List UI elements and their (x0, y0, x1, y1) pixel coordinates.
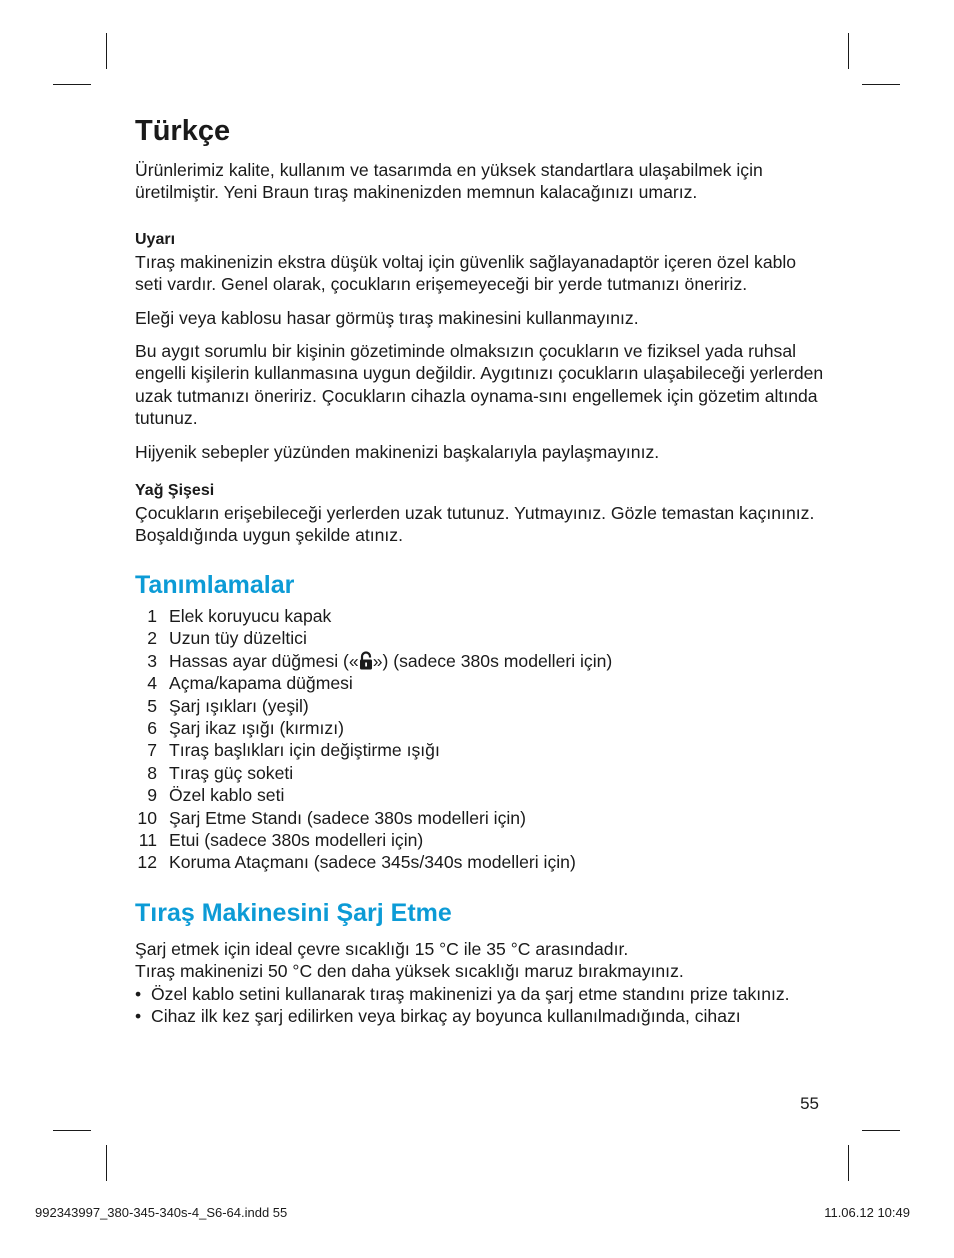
crop-mark (106, 33, 107, 69)
item-number: 8 (147, 762, 157, 783)
item-text: Tıraş güç soketi (169, 762, 294, 783)
charging-line-2: Tıraş makinenizi 50 °C den daha yüksek sıcaklığı maruz bırakmayınız. (135, 961, 684, 982)
item-number: 1 (147, 605, 157, 626)
item-number: 5 (147, 695, 157, 716)
item-text: Etui (sadece 380s modelleri için) (169, 829, 424, 850)
warning-paragraph-2: Eleği veya kablosu hasar görmüş tıraş makinesini kullanmayınız. (135, 307, 639, 328)
footer-file-info: 992343997_380-345-340s-4_S6-64.indd 55 (35, 1205, 288, 1220)
list-item (135, 717, 825, 739)
item-number: 10 (137, 807, 157, 828)
page-content (135, 112, 825, 1027)
list-item (135, 627, 825, 649)
item-text-post: ») (sadece 380s modelleri için) (372, 650, 613, 671)
definitions-heading: Tanımlamalar (135, 570, 295, 599)
bullet-text: Cihaz ilk kez şarj edilirken veya birkaç ay boyunca kullanılmadığında, cihazı (151, 1005, 741, 1026)
footer-timestamp: 11.06.12 10:49 (824, 1205, 910, 1220)
crop-mark (106, 1145, 107, 1181)
charging-heading: Tıraş Makinesini Şarj Etme (135, 898, 452, 927)
warning-paragraph-3: Bu aygıt sorumlu bir kişinin gözetiminde olmaksızın çocukların ve fiziksel yada ruhsal engelli kişilerin kullanmasına uygun değildir. Aygıtınızı çocukların ulaşabileceği yerlerden uzak tutmanızı öneririz. Çocukların cihazla oynama-sını engellemek için gözetim altında tutunuz. (135, 341, 824, 429)
item-text: Uzun tüy düzeltici (169, 628, 307, 649)
warning-paragraph-4: Hijyenik sebepler yüzünden makinenizi başkalarıyla paylaşmayınız. (135, 441, 660, 462)
crop-mark (848, 1145, 849, 1181)
item-number: 12 (137, 852, 157, 873)
crop-mark (848, 33, 849, 69)
list-item (135, 1005, 825, 1027)
crop-mark (53, 84, 91, 85)
item-number: 6 (147, 717, 157, 738)
list-item (135, 762, 825, 784)
definitions-list (135, 605, 825, 874)
list-item (135, 605, 825, 627)
item-text: Şarj ışıkları (yeşil) (169, 695, 309, 716)
list-item (135, 695, 825, 717)
item-text: Özel kablo seti (169, 785, 285, 806)
list-item (135, 784, 825, 806)
item-text (169, 650, 612, 672)
list-item (135, 739, 825, 761)
warning-heading: Uyarı (135, 230, 176, 248)
bullet-icon: • (135, 983, 142, 1004)
list-item (135, 983, 825, 1005)
crop-mark (862, 84, 900, 85)
item-text: Şarj ikaz ışığı (kırmızı) (169, 717, 344, 738)
list-item (135, 829, 825, 851)
item-number: 11 (138, 829, 157, 850)
list-item (135, 807, 825, 829)
crop-mark (862, 1130, 900, 1131)
unlock-icon (359, 651, 373, 670)
item-number: 4 (147, 673, 157, 694)
item-number: 7 (147, 740, 157, 761)
bullet-text: Özel kablo setini kullanarak tıraş makinenizi ya da şarj etme standını prize takınız. (151, 983, 790, 1004)
bullet-icon: • (135, 1005, 142, 1026)
page-number: 55 (800, 1094, 819, 1113)
page-title: Türkçe (135, 115, 231, 147)
list-item (135, 650, 825, 672)
item-number: 9 (147, 785, 157, 806)
oil-paragraph: Çocukların erişebileceği yerlerden uzak tutunuz. Yutmayınız. Gözle temastan kaçınınız. Boşaldığında uygun şekilde atınız. (135, 503, 815, 546)
item-text: Elek koruyucu kapak (169, 605, 332, 626)
charging-bullets (135, 983, 825, 1028)
item-text-pre: Hassas ayar düğmesi (« (169, 650, 359, 671)
oil-heading: Yağ Şişesi (135, 482, 215, 500)
intro-paragraph: Ürünlerimiz kalite, kullanım ve tasarımda en yüksek standartlara ulaşabilmek için üretilmiştir. Yeni Braun tıraş makinenizden memnun kalacağınızı umarız. (135, 160, 763, 203)
item-text: Tıraş başlıkları için değiştirme ışığı (169, 740, 440, 761)
item-text: Şarj Etme Standı (sadece 380s modelleri için) (169, 807, 526, 828)
charging-line-1: Şarj etmek için ideal çevre sıcaklığı 15 °C ile 35 °C arasındadır. (135, 938, 629, 959)
warning-paragraph-1: Tıraş makinenizin ekstra düşük voltaj için güvenlik sağlayanadaptör içeren özel kablo seti vardır. Genel olarak, çocukların erişemeyeceği bir yerde tutmanızı öneririz. (135, 251, 797, 295)
item-text: Açma/kapama düğmesi (169, 673, 353, 694)
list-item (135, 672, 825, 694)
list-item (135, 851, 825, 873)
crop-mark (53, 1130, 91, 1131)
item-number: 2 (147, 628, 157, 649)
item-text: Koruma Ataçmanı (sadece 345s/340s modelleri için) (169, 852, 576, 873)
item-number: 3 (147, 650, 157, 671)
